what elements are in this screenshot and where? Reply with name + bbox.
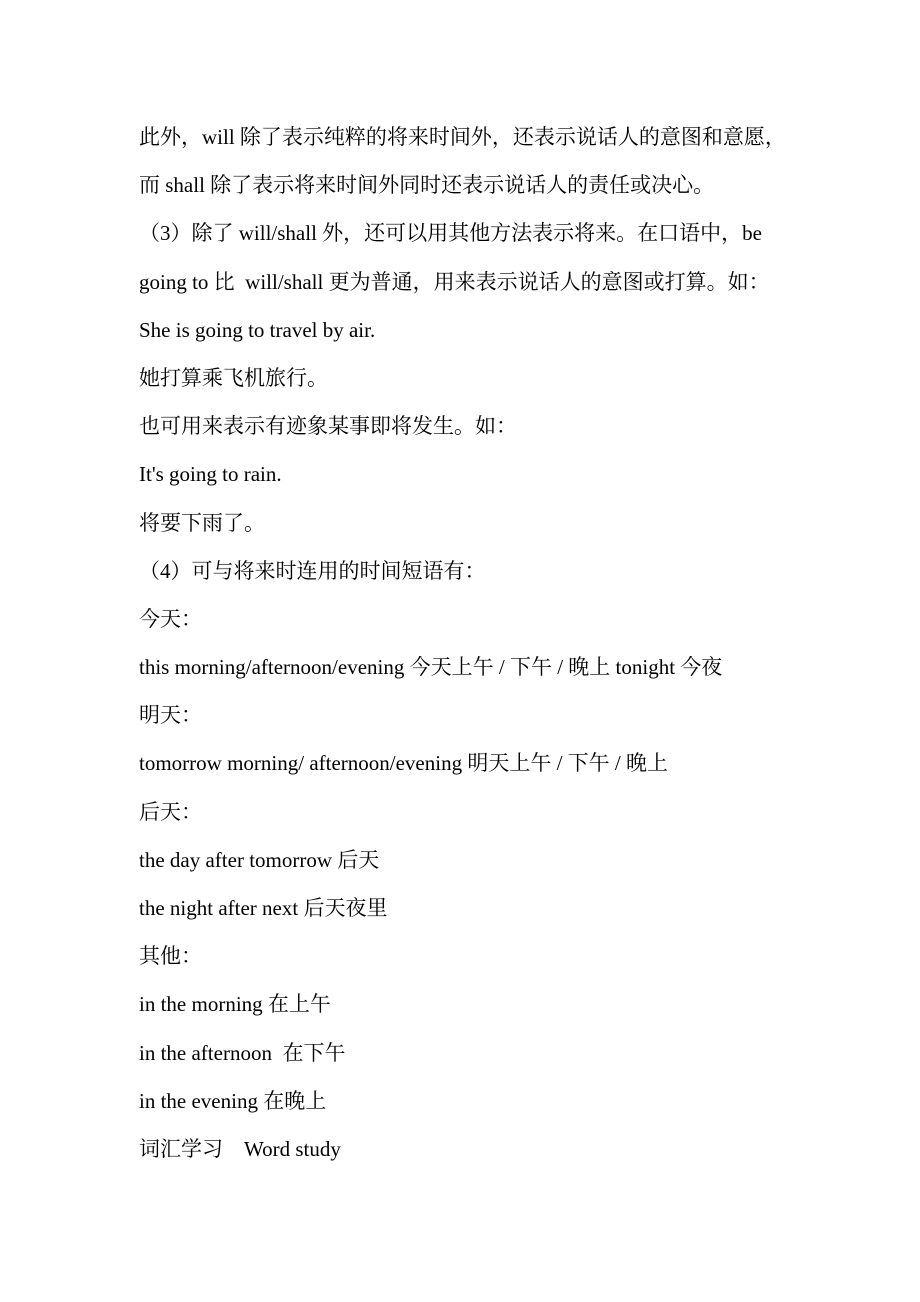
group-label: 其他：	[139, 944, 202, 969]
phrase-item: in the evening 在晚上	[139, 1088, 327, 1113]
text-line: 而 shall 除了表示将来时间外同时还表示说话人的责任或决心。	[139, 173, 715, 198]
phrase-item: the day after tomorrow 后天	[139, 847, 380, 872]
text-line: 此外，will 除了表示纯粹的将来时间外，还表示说话人的意图和意愿，	[139, 125, 786, 149]
section-heading: （4）可与将来时连用的时间短语有：	[139, 558, 486, 583]
example-translation: 将要下雨了。	[139, 510, 265, 535]
phrase-item: in the afternoon 在下午	[139, 1040, 346, 1065]
text-line: 也可用来表示有迹象某事即将发生。如：	[139, 414, 517, 439]
document-body	[139, 113, 789, 1173]
example-translation: 她打算乘飞机旅行。	[139, 365, 328, 390]
group-label: 后天：	[139, 799, 202, 824]
phrase-item: this morning/afternoon/evening 今天上午 / 下午 / 晚上 tonight 今夜	[139, 655, 723, 680]
example-sentence: It's going to rain.	[139, 462, 282, 487]
phrase-item: in the morning 在上午	[139, 992, 331, 1017]
group-label: 今天：	[139, 606, 202, 631]
phrase-item: tomorrow morning/ afternoon/evening 明天上午 / 下午 / 晚上	[139, 751, 669, 776]
text-line: （3）除了 will/shall 外，还可以用其他方法表示将来。在口语中，be	[139, 221, 762, 246]
section-heading: 词汇学习 Word study	[139, 1136, 341, 1161]
text-line: going to 比 will/shall 更为普通，用来表示说话人的意图或打算。如：	[139, 269, 770, 294]
phrase-item: the night after next 后天夜里	[139, 896, 388, 920]
example-sentence: She is going to travel by air.	[139, 317, 376, 342]
group-label: 明天：	[139, 703, 202, 728]
